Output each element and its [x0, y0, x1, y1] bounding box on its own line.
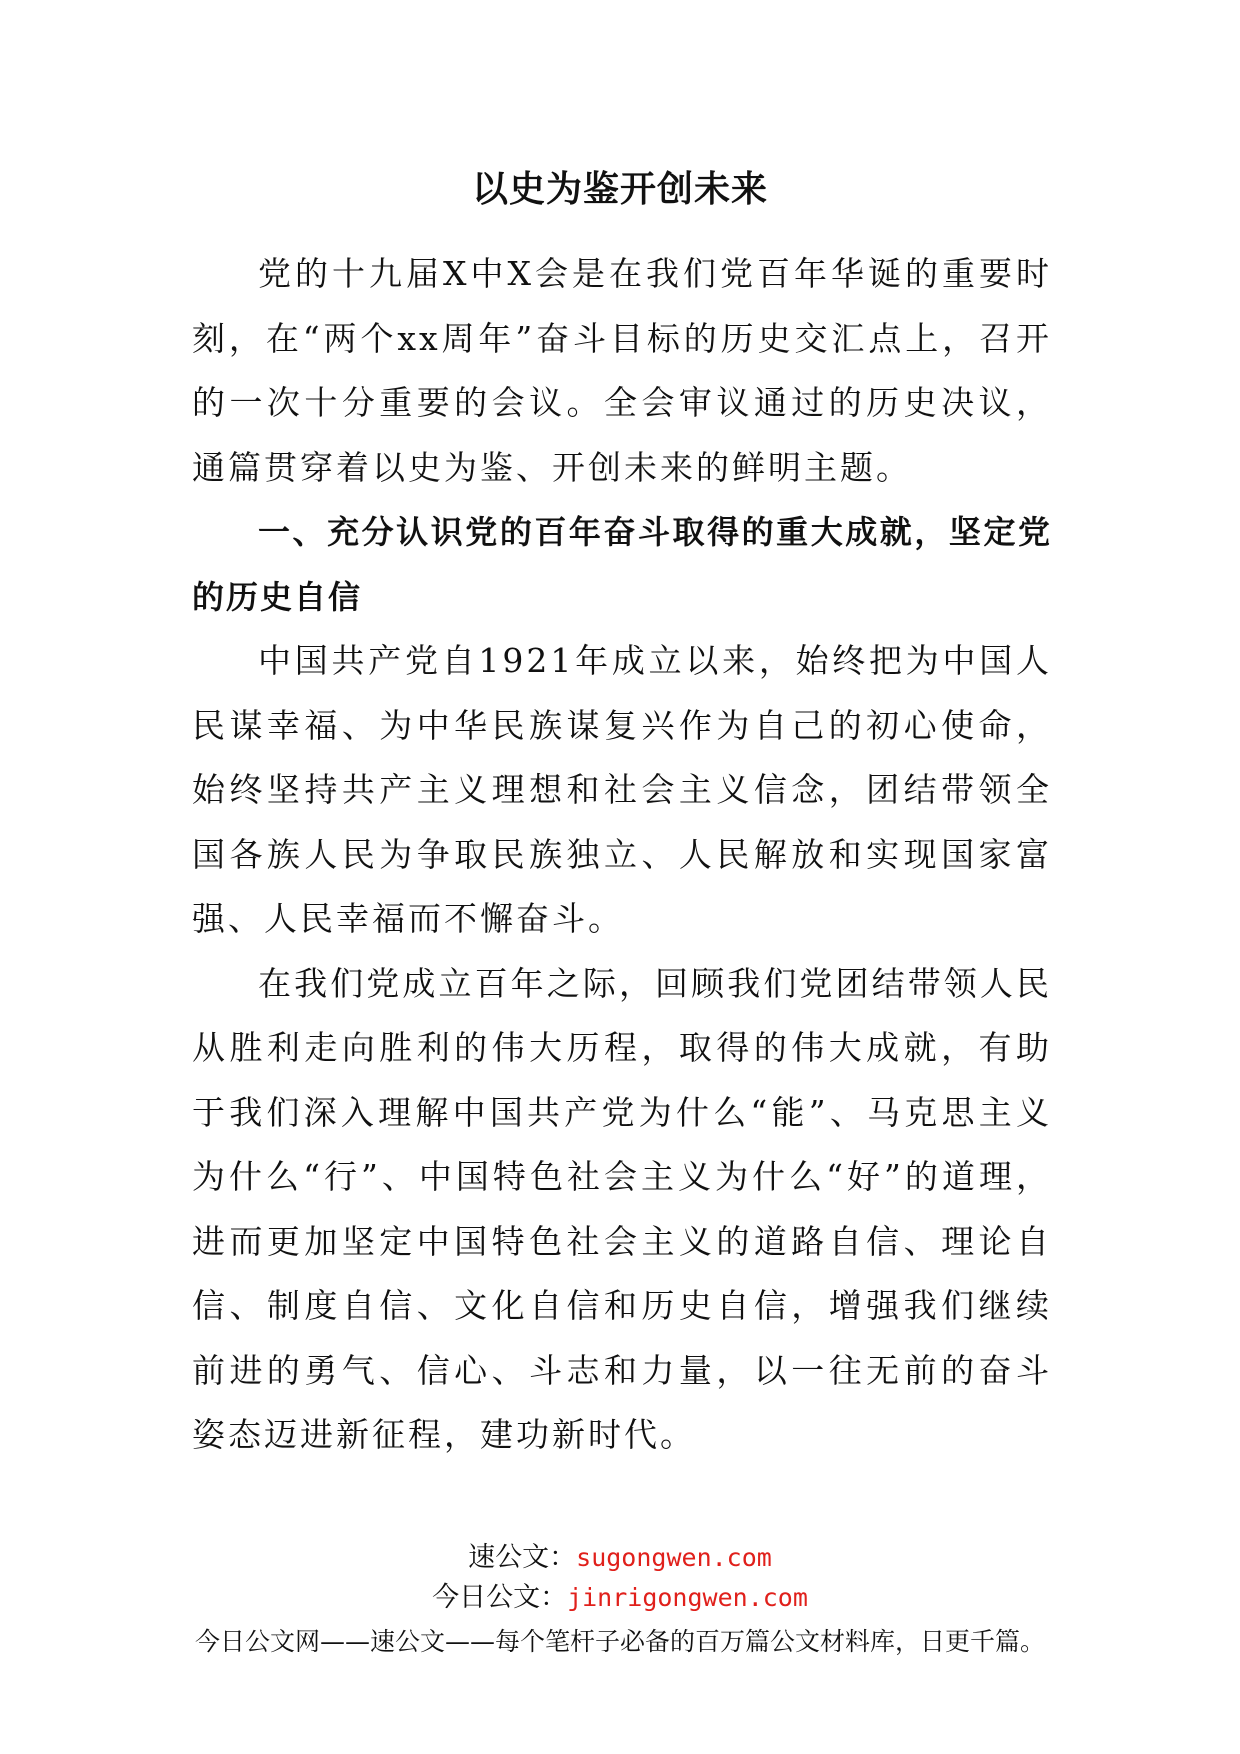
document-body — [192, 242, 1052, 1468]
footer-label-sugongwen: 速公文： — [468, 1542, 577, 1573]
intro-paragraph: 党的十九届X中X会是在我们党百年华诞的重要时刻，在“两个xx周年”奋斗目标的历史交汇点上，召开的一次十分重要的会议。全会审议通过的历史决议，通篇贯穿着以史为鉴、开创未来的鲜明主题。 — [192, 254, 1052, 487]
footer-label-jinrigongwen: 今日公文： — [432, 1582, 568, 1613]
section1-paragraph-2: 在我们党成立百年之际，回顾我们党团结带领人民从胜利走向胜利的伟大历程，取得的伟大成就，有助于我们深入理解中国共产党为什么“能”、马克思主义为什么“行”、中国特色社会主义为什么“好”的道理，进而更加坚定中国特色社会主义的道路自信、理论自信、制度自信、文化自信和历史自信，增强我们继续前进的勇气、信心、斗志和力量，以一往无前的奋斗姿态迈进新征程，建功新时代。 — [192, 963, 1052, 1454]
section1-paragraph-1: 中国共产党自1921年成立以来，始终把为中国人民谋幸福、为中华民族谋复兴作为自己的初心使命，始终坚持共产主义理想和社会主义信念，团结带领全国各族人民为争取民族独立、人民解放和实现国家富强、人民幸福而不懈奋斗。 — [192, 641, 1052, 938]
section-heading-1: 一、充分认识党的百年奋斗取得的重大成就，坚定党的历史自信 — [192, 513, 1052, 616]
footer-line-sugongwen — [0, 1538, 1240, 1578]
document-title: 以史为鉴开创未来 — [471, 169, 768, 210]
footer-link-sugongwen[interactable]: sugongwen.com — [576, 1543, 772, 1572]
footer-slogan: 今日公文网——速公文——每个笔杆子必备的百万篇公文材料库，日更千篇。 — [194, 1627, 1045, 1656]
footer-line-jinrigongwen — [0, 1578, 1240, 1618]
footer-link-jinrigongwen[interactable]: jinrigongwen.com — [567, 1583, 808, 1612]
footer — [0, 1538, 1240, 1658]
